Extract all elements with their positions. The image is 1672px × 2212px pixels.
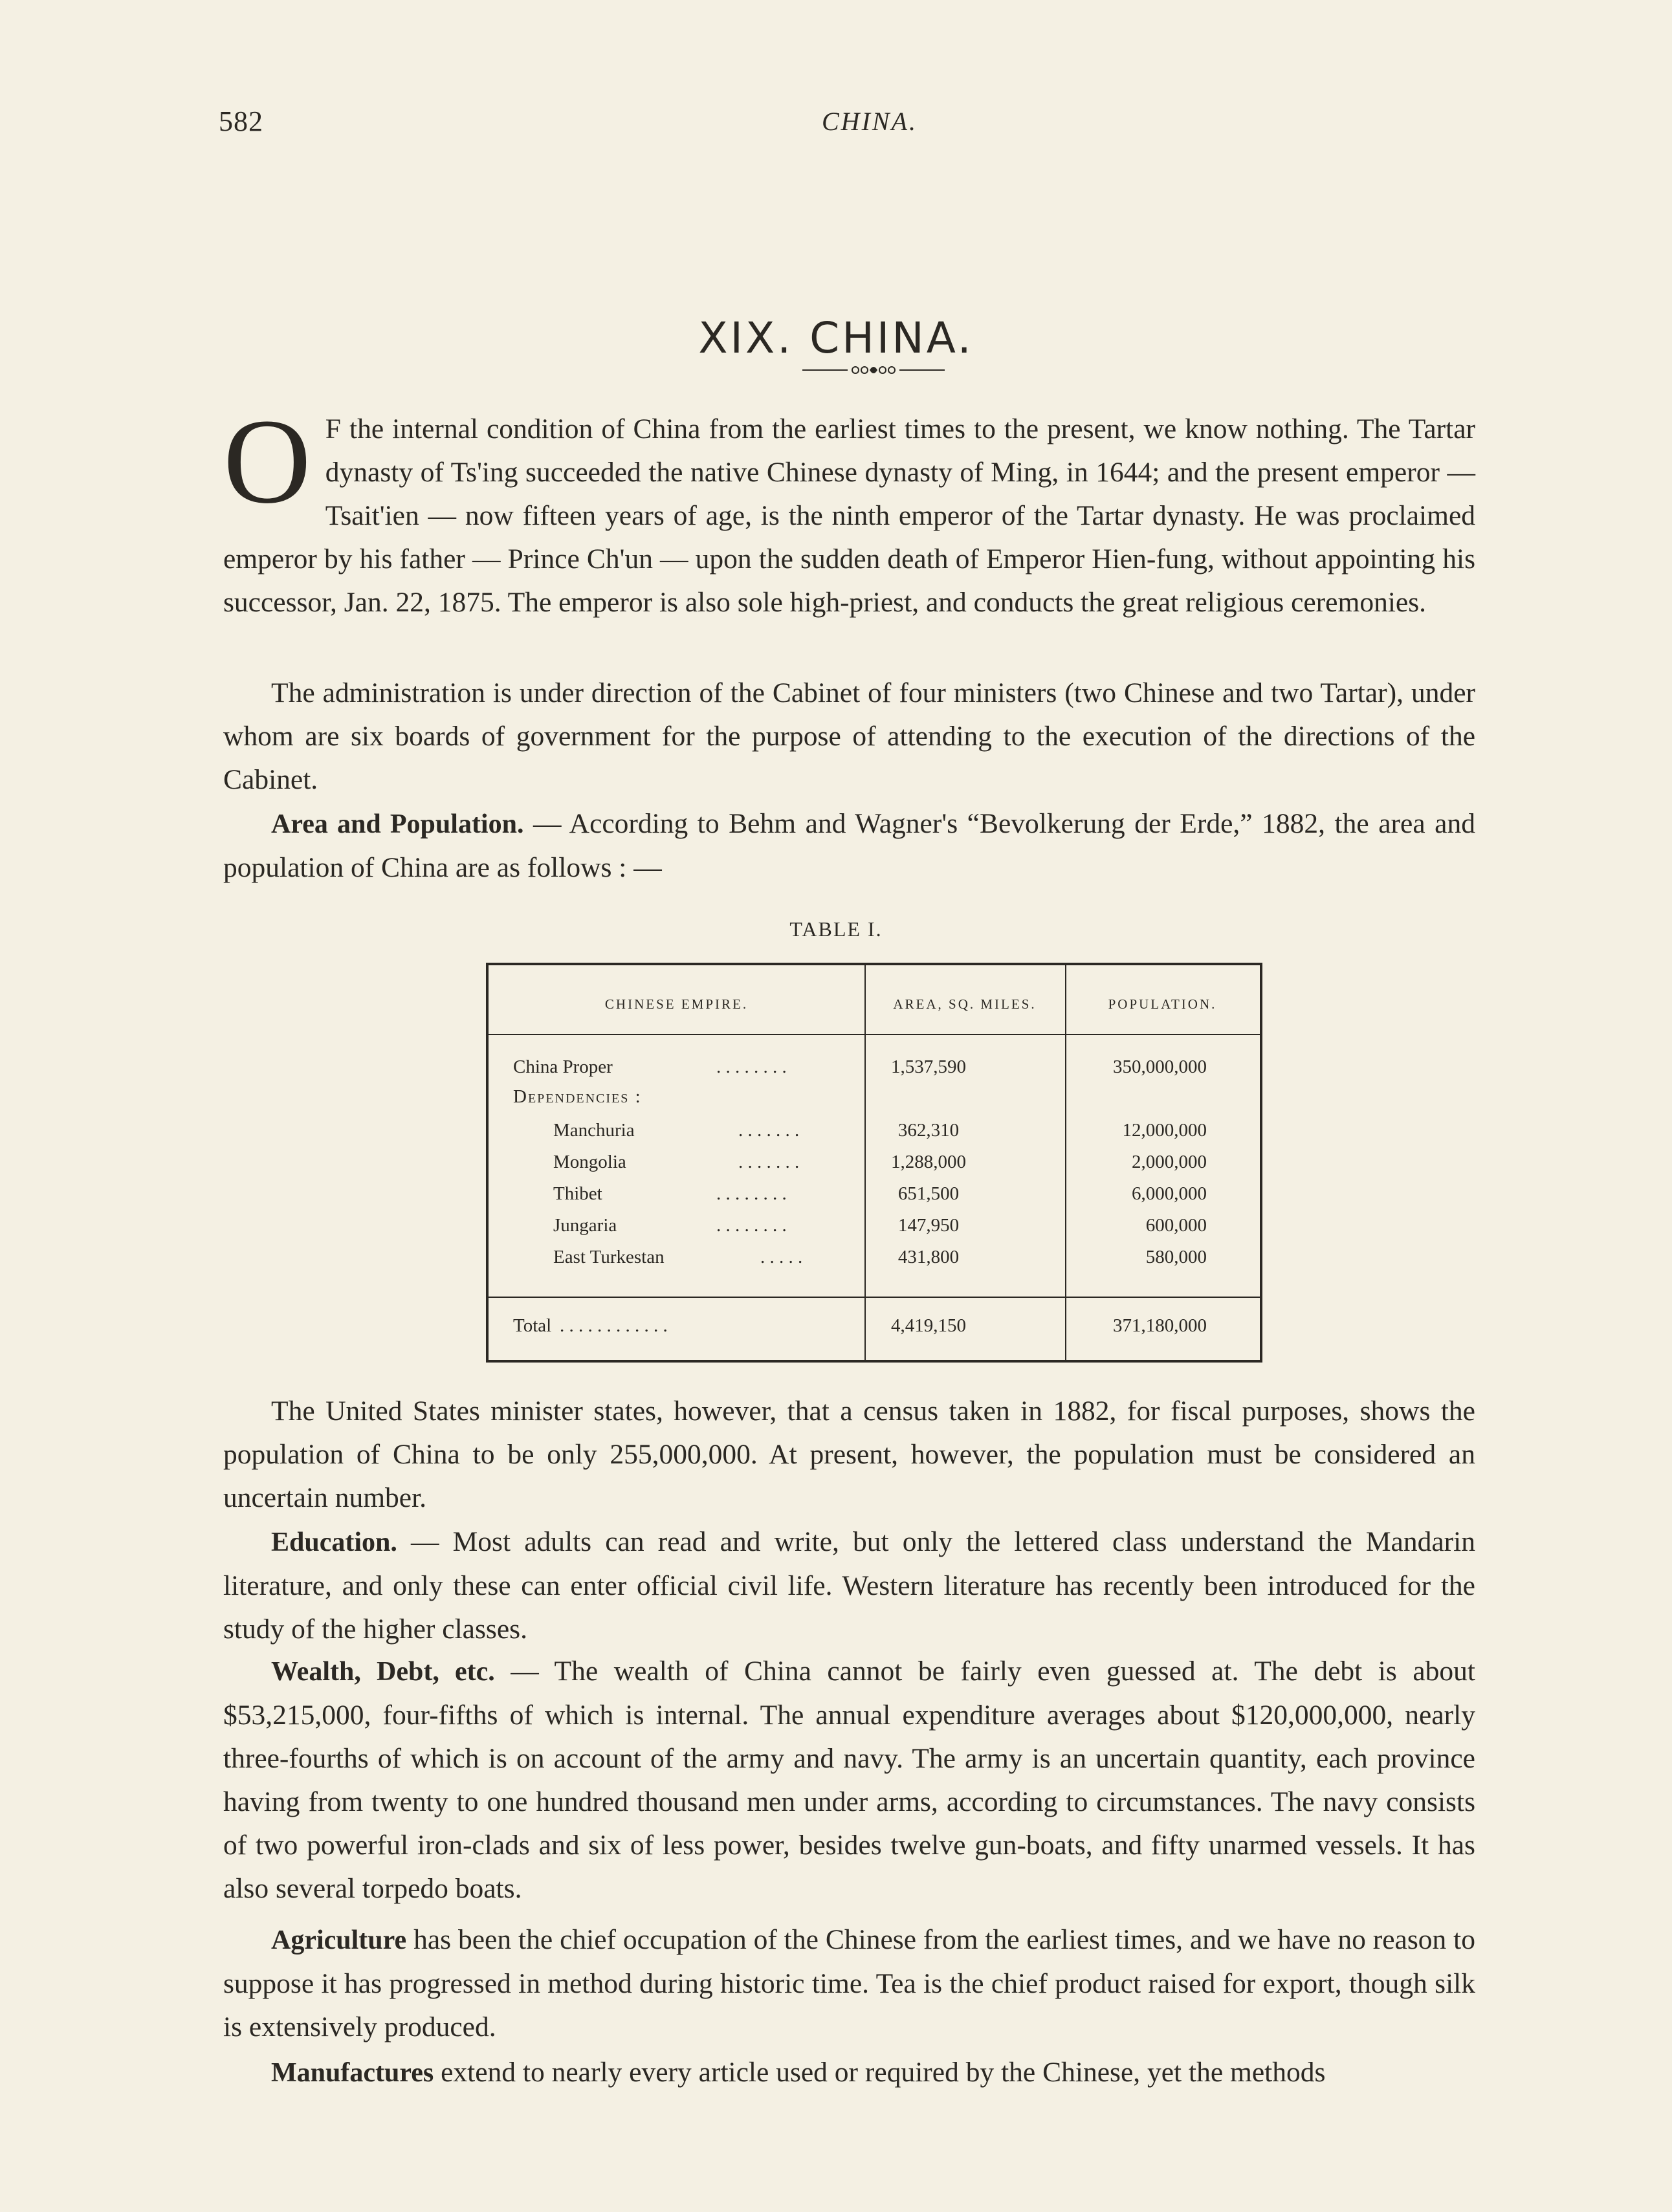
- area-population-table: [486, 963, 1262, 1363]
- row-area: 362,310: [897, 1120, 960, 1141]
- administration-paragraph: [223, 672, 1475, 802]
- table-row: [553, 1151, 626, 1173]
- agriculture-paragraph: [223, 1918, 1475, 2049]
- education-paragraph: [223, 1520, 1475, 1651]
- header-area: AREA, SQ. MILES.: [893, 996, 1037, 1012]
- education-text: — Most adults can read and write, but only the lettered class understand the Mandarin literature, and only these can enter official civil life. Western literature has recently been introduced for the study of the higher classes.: [223, 1526, 1475, 1645]
- row-name: China Proper: [513, 1057, 613, 1077]
- drop-cap: O: [223, 393, 311, 529]
- census-text: The United States minister states, however, that a census taken in 1882, for fiscal purposes, shows the population of China to be only 255,000,000. At present, however, the population must be considered an uncertain number.: [223, 1396, 1475, 1513]
- table-row: [553, 1119, 635, 1141]
- agriculture-heading: Agriculture: [271, 1925, 407, 1955]
- leader-dots: . . . . . . . .: [716, 1183, 787, 1204]
- wealth-text: — The wealth of China cannot be fairly even guessed at. The debt is about $53,215,000, four-fifths of which is internal. The annual expenditure averages about $120,000,000, nearly three-fourths of which is on account of the army and navy. The army is an uncertain quantity, each province having from twenty to one hundred thousand men under arms, according to circumstances. The navy consists of two powerful iron-clads and six of less power, besides twelve gun-boats, and fifty unarmed vessels. It has also several torpedo boats.: [223, 1656, 1475, 1904]
- page-number: 582: [219, 105, 263, 137]
- manufactures-text: extend to nearly every article used or required by the Chinese, yet the methods: [434, 2057, 1326, 2088]
- row-area: 147,950: [897, 1215, 960, 1236]
- row-population: 12,000,000: [1122, 1120, 1207, 1141]
- total-name: Total: [513, 1315, 552, 1336]
- wealth-paragraph: [223, 1650, 1475, 1911]
- row-population: 2,000,000: [1132, 1152, 1207, 1172]
- census-paragraph: [223, 1390, 1475, 1520]
- row-area: 1,537,590: [891, 1057, 966, 1077]
- leader-dots: . . . . . . .: [738, 1120, 800, 1141]
- header-chinese-empire: CHINESE EMPIRE.: [604, 996, 749, 1012]
- leader-dots: . . . . . . . .: [716, 1057, 787, 1077]
- table-row: [553, 1246, 665, 1268]
- row-population: 6,000,000: [1132, 1183, 1207, 1204]
- table-caption: TABLE I.: [789, 917, 883, 941]
- row-population: 580,000: [1145, 1247, 1207, 1267]
- wealth-heading: Wealth, Debt, etc.: [271, 1657, 495, 1687]
- administration-text: The administration is under direction of the Cabinet of four ministers (two Chinese and two Tartar), under whom are six boards of government for the purpose of attending to the execution of the directions of the Cabinet.: [223, 677, 1475, 795]
- total-population: 371,180,000: [1113, 1315, 1207, 1336]
- table-row: [513, 1056, 613, 1078]
- leader-dots: . . . . . . .: [738, 1152, 800, 1172]
- manufactures-heading: Manufactures: [271, 2058, 434, 2088]
- total-area: 4,419,150: [891, 1315, 966, 1336]
- row-name: Thibet: [553, 1183, 602, 1204]
- intro-paragraph: [223, 393, 1475, 624]
- row-population: 600,000: [1145, 1215, 1207, 1236]
- column-divider: [1065, 965, 1066, 1360]
- agriculture-text: has been the chief occupation of the Chinese from the earliest times, and we have no reason to suppose it has progressed in method during historic time. Tea is the chief product raised for export, though silk is extensively produced.: [223, 1924, 1475, 2042]
- row-area: 1,288,000: [891, 1152, 966, 1172]
- area-heading: Area and Population.: [271, 809, 524, 839]
- education-heading: Education.: [271, 1528, 397, 1557]
- table-row: [553, 1214, 617, 1236]
- row-name: Manchuria: [553, 1120, 635, 1141]
- chapter-title: XIX. CHINA.: [698, 313, 974, 364]
- leader-dots: . . . . . . . .: [716, 1215, 787, 1236]
- header-population: POPULATION.: [1108, 996, 1217, 1012]
- row-name: Jungaria: [553, 1215, 617, 1236]
- row-area: 431,800: [897, 1247, 960, 1267]
- leader-dots: . . . . . . . . . . . .: [560, 1315, 668, 1336]
- manufactures-paragraph: [223, 2051, 1475, 2095]
- running-title: CHINA.: [822, 107, 918, 136]
- row-name: Dependencies :: [513, 1086, 642, 1107]
- row-name: East Turkestan: [553, 1247, 665, 1267]
- area-paragraph: [223, 802, 1475, 890]
- table-row: [513, 1086, 642, 1108]
- row-area: 651,500: [897, 1183, 960, 1204]
- total-row: [513, 1315, 551, 1337]
- table-row: [553, 1183, 602, 1205]
- row-name: Mongolia: [553, 1152, 626, 1172]
- row-population: 350,000,000: [1113, 1057, 1207, 1077]
- title-ornament: [802, 362, 945, 378]
- leader-dots: . . . . .: [760, 1247, 803, 1267]
- header-rule: [489, 1034, 1260, 1035]
- intro-text: F the internal condition of China from the earliest times to the present, we know nothing. The Tartar dynasty of Ts'ing succeeded the native Chinese dynasty of Ming, in 1644; and the present emperor — Tsait'ien — now fifteen years of age, is the ninth emperor of the Tartar dynasty. He was proclaimed emperor by his father — Prince Ch'un — upon the sudden death of Emperor Hien-fung, without appointing his successor, Jan. 22, 1875. The emperor is also sole high-priest, and conducts the great religious ceremonies.: [223, 413, 1475, 618]
- total-rule: [489, 1297, 1260, 1298]
- area-text: — According to Behm and Wagner's “Bevolkerung der Erde,” 1882, the area and population of China are as follows : —: [223, 808, 1475, 883]
